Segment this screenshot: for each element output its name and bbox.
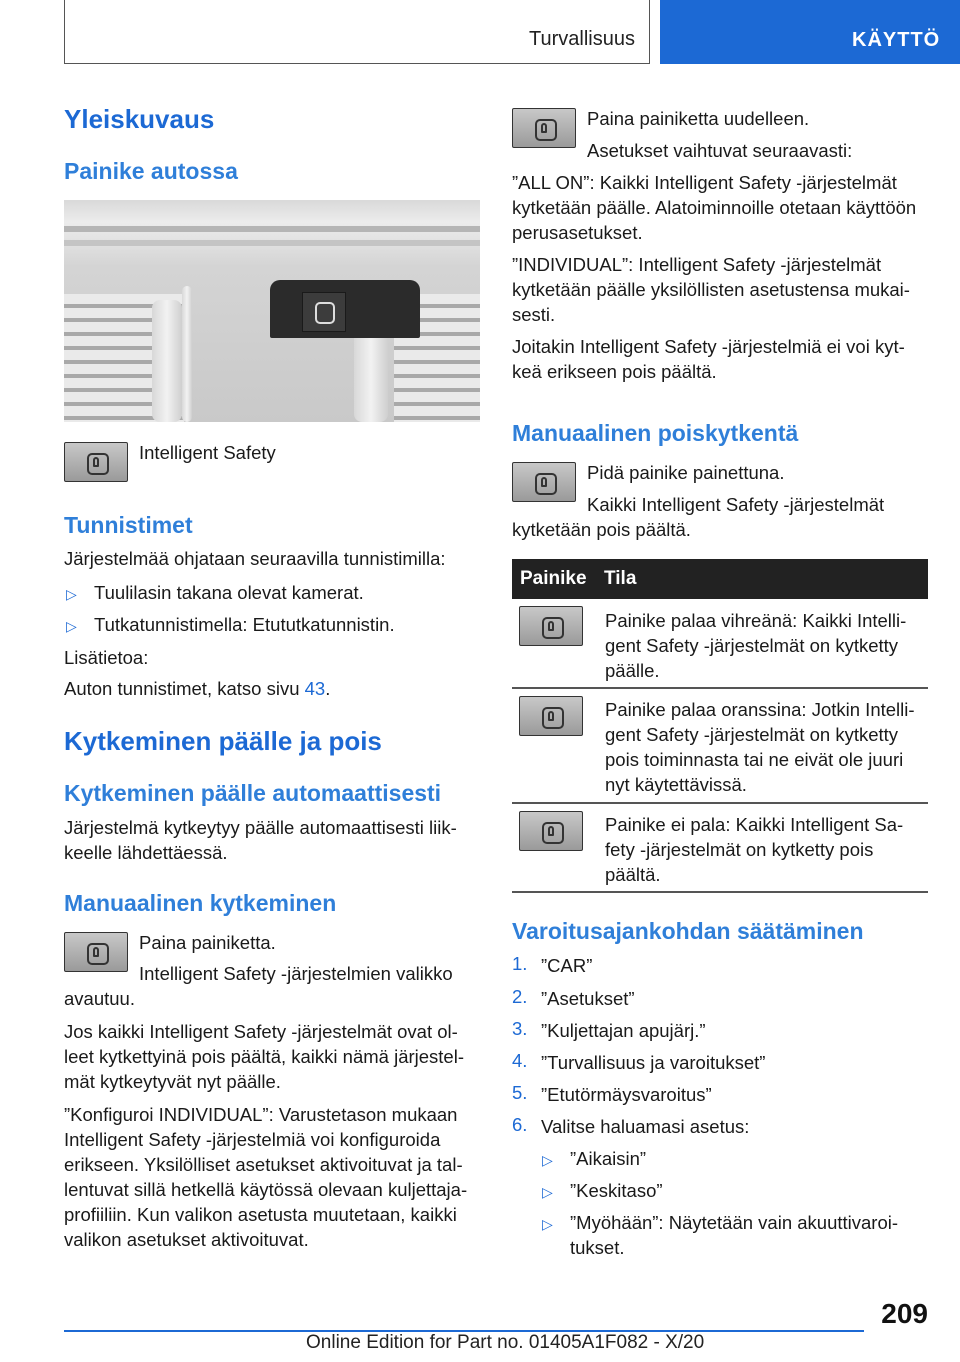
all-off-line: Kaikki Intelligent Safety -järjestelmät <box>587 494 885 515</box>
option-item: ”Aikaisin” <box>570 1148 647 1169</box>
all-on-line: ”ALL ON”: Kaikki Intelligent Safety -järjestelmät <box>512 172 897 193</box>
option-item: ”Keskitaso” <box>570 1180 663 1201</box>
page-number: 209 <box>881 1298 928 1329</box>
chapter-tab <box>660 0 960 64</box>
header-section-box <box>64 0 650 64</box>
col-header-button: Painike <box>520 568 587 589</box>
triangle-right-icon: ▷ <box>542 1184 553 1200</box>
step-text: ”Turvallisuus ja varoitukset” <box>541 1052 766 1073</box>
intelligent-safety-icon <box>512 108 576 148</box>
step-text: ”Asetukset” <box>541 988 635 1009</box>
intelligent-safety-off-icon <box>519 811 583 851</box>
see-page-reference <box>64 676 330 701</box>
individual-line: kytketään päälle yksilöllisten asetustensa mukai- <box>512 279 910 300</box>
table-cell-state: Painike palaa oranssina: Jotkin Intelli- <box>605 699 915 720</box>
intelligent-safety-orange-icon <box>519 696 583 736</box>
auto-text-line: Järjestelmä kytkeytyy päälle automaattisesti liik- <box>64 817 457 838</box>
triangle-right-icon: ▷ <box>542 1152 553 1168</box>
table-cell-state: päältä. <box>605 864 661 885</box>
option-item: ”Myöhään”: Näytetään vain akuuttivaroi- <box>570 1212 899 1233</box>
manual-menu-line: Intelligent Safety -järjestelmien valikko <box>139 963 453 984</box>
heading-switch-on-off: Kytkeminen päälle ja pois <box>64 726 382 756</box>
manual-para2-line: Intelligent Safety -järjestelmiä voi konfiguroida <box>64 1129 441 1150</box>
step-text: ”Kuljettajan apujärj.” <box>541 1020 706 1041</box>
table-cell-state: nyt käytettävissä. <box>605 774 747 795</box>
more-info-label: Lisätietoa: <box>64 647 149 668</box>
step-number: 1. <box>512 953 528 974</box>
auto-text-line: keelle lähdettäessä. <box>64 842 228 863</box>
heading-manual-on: Manuaalinen kytkeminen <box>64 890 337 916</box>
step-number: 2. <box>512 986 528 1007</box>
sensor-item: Tutkatunnistimella: Etututkatunnistin. <box>94 614 395 635</box>
chapter-tab-label: KÄYTTÖ <box>852 29 941 51</box>
option-item-cont: tukset. <box>570 1237 625 1258</box>
table-row-divider <box>512 891 928 893</box>
step-number: 5. <box>512 1082 528 1103</box>
manual-para2-line: erikseen. Yksilölliset asetukset aktivoituvat ja tal- <box>64 1154 463 1175</box>
intelligent-safety-button-photo <box>302 292 346 332</box>
table-cell-state: Painike palaa vihreänä: Kaikki Intelli- <box>605 610 907 631</box>
table-row-divider <box>512 802 928 804</box>
triangle-right-icon: ▷ <box>542 1216 553 1232</box>
manual-para2-line: ”Konfiguroi INDIVIDUAL”: Varustetason mukaan <box>64 1104 458 1125</box>
table-cell-state: fety -järjestelmät on kytketty pois <box>605 839 874 860</box>
table-cell-state: gent Safety -järjestelmät on kytketty <box>605 724 899 745</box>
heading-auto-on: Kytkeminen päälle automaattisesti <box>64 780 442 806</box>
individual-line: ”INDIVIDUAL”: Intelligent Safety -järjestelmät <box>512 254 882 275</box>
individual-line: sesti. <box>512 304 556 325</box>
hold-button-text: Pidä painike painettuna. <box>587 462 785 483</box>
triangle-right-icon: ▷ <box>66 618 77 634</box>
manual-para2-line: valikon asetukset aktivoituvat. <box>64 1229 309 1250</box>
manual-para2-line: profiiliin. Kun valikon asetusta muutetaan, kaikki <box>64 1204 457 1225</box>
settings-change-text: Asetukset vaihtuvat seuraavasti: <box>587 140 853 161</box>
manual-para2-line: lentuvat sillä hetkellä käytössä olevaan kuljettaja- <box>64 1179 468 1200</box>
edition-text: Online Edition for Part no. 01405A1F082 - X/20 <box>306 1332 705 1353</box>
sensors-intro: Järjestelmää ohjataan seuraavilla tunnistimilla: <box>64 548 446 569</box>
heading-warning-time: Varoitusajankohdan säätäminen <box>512 918 864 944</box>
manual-para1-line: leet kytkettyinä pois päältä, kaikki nämä järjestel- <box>64 1046 464 1067</box>
step-number: 6. <box>512 1114 528 1135</box>
col-header-state: Tila <box>604 568 637 589</box>
page-link[interactable]: 43 <box>304 678 326 699</box>
intelligent-safety-green-icon <box>519 606 583 646</box>
some-systems-line: Joitakin Intelligent Safety -järjestelmiä ei voi kyt- <box>512 336 905 357</box>
step-number: 4. <box>512 1050 528 1071</box>
heading-manual-off: Manuaalinen poiskytkentä <box>512 420 799 446</box>
step-number: 3. <box>512 1018 528 1039</box>
manual-press-text: Paina painiketta. <box>139 932 276 953</box>
all-on-line: kytketään päälle. Alatoiminnoille otetaan käyttöön <box>512 197 917 218</box>
table-cell-state: gent Safety -järjestelmät on kytketty <box>605 635 899 656</box>
intelligent-safety-icon <box>512 462 576 502</box>
step-text: ”CAR” <box>541 955 593 976</box>
intelligent-safety-icon <box>64 442 128 482</box>
all-on-line: perusasetukset. <box>512 222 643 243</box>
all-off-line: kytketään pois päältä. <box>512 519 691 540</box>
heading-overview: Yleiskuvaus <box>64 104 215 134</box>
triangle-right-icon: ▷ <box>66 586 77 602</box>
table-cell-state: pois toiminnasta tai ne eivät ole juuri <box>605 749 904 770</box>
step-text: ”Etutörmäysvaroitus” <box>541 1084 712 1105</box>
table-row-divider <box>512 687 928 689</box>
manual-menu-line: avautuu. <box>64 988 135 1009</box>
see-page-text: Auton tunnistimet, katso sivu <box>64 678 305 699</box>
some-systems-line: keä erikseen pois päältä. <box>512 361 717 382</box>
dashboard-photo <box>64 200 480 422</box>
press-again-text: Paina painiketta uudelleen. <box>587 108 810 129</box>
manual-para1-line: mät kytkeytyvät nyt päälle. <box>64 1071 281 1092</box>
table-cell-state: Painike ei pala: Kaikki Intelligent Sa- <box>605 814 904 835</box>
icon-caption: Intelligent Safety <box>139 442 276 463</box>
heading-button-in-car: Painike autossa <box>64 158 238 184</box>
step-text: Valitse haluamasi asetus: <box>541 1116 750 1137</box>
status-table-header <box>512 559 928 599</box>
heading-sensors: Tunnistimet <box>64 512 193 538</box>
intelligent-safety-icon <box>64 932 128 972</box>
section-title: Turvallisuus <box>529 28 635 50</box>
sensor-item: Tuulilasin takana olevat kamerat. <box>94 582 364 603</box>
see-page-end: . <box>325 678 331 699</box>
table-cell-state: päälle. <box>605 660 660 681</box>
manual-para1-line: Jos kaikki Intelligent Safety -järjestelmät ovat ol- <box>64 1021 458 1042</box>
